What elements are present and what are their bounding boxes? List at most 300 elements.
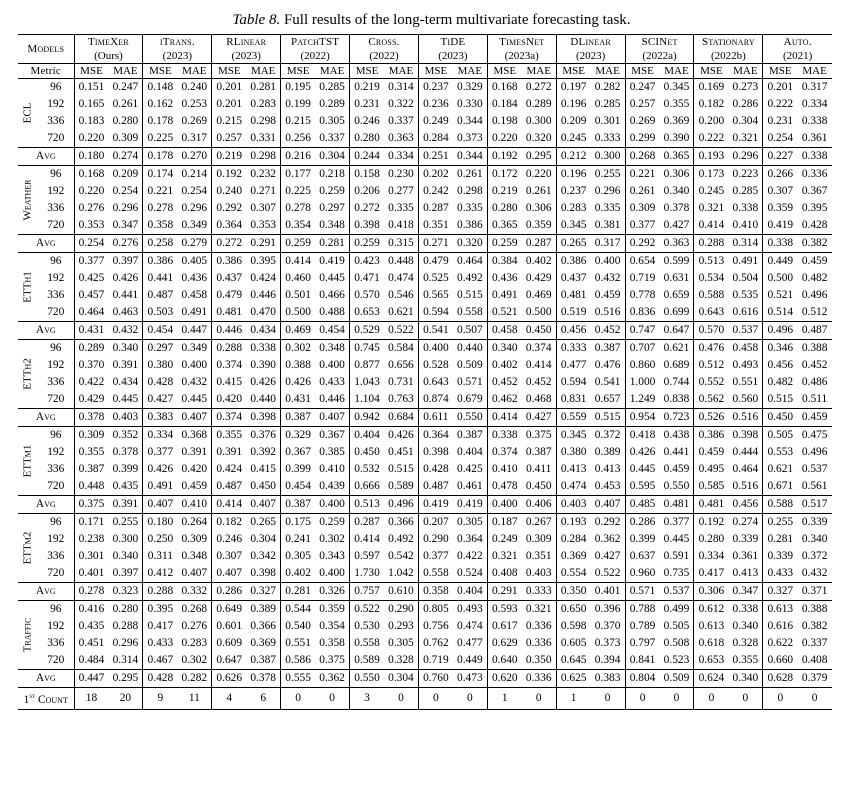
value-cell: 0.788 <box>625 601 659 619</box>
avg-label: Avg <box>18 235 74 253</box>
value-cell: 0.441 <box>143 270 177 287</box>
value-cell: 0.178 <box>143 148 177 166</box>
value-cell: 0.522 <box>594 567 621 579</box>
value-cell: 0.347 <box>112 219 139 231</box>
value-cell: 0.254 <box>74 235 108 253</box>
value-cell: 0.486 <box>801 376 828 388</box>
value-cell: 0.417 <box>143 618 177 635</box>
value-cell: 0.654 <box>625 253 659 271</box>
value-cell: 0.519 <box>556 304 590 322</box>
value-cell: 0.282 <box>594 81 621 93</box>
value-cell: 0.426 <box>250 376 276 388</box>
value-cell: 0.342 <box>250 550 276 562</box>
value-cell: 0.666 <box>350 478 384 496</box>
model-name: TimeXer <box>74 35 143 50</box>
value-cell: 0.431 <box>74 322 108 340</box>
value-cell: 0.496 <box>384 496 418 514</box>
dataset-name: Traffic <box>21 617 34 653</box>
value-cell: 0.524 <box>457 567 483 579</box>
value-cell: 0.396 <box>594 603 621 615</box>
value-cell: 0.415 <box>212 374 246 391</box>
value-cell: 0.546 <box>388 289 414 301</box>
value-cell: 0.433 <box>319 376 345 388</box>
value-cell: 0.355 <box>74 444 108 461</box>
value-cell: 0.450 <box>350 444 384 461</box>
avg-row <box>18 148 832 166</box>
value-cell: 0.327 <box>763 583 797 601</box>
model-name: Stationary <box>694 35 763 50</box>
value-cell: 0.447 <box>177 322 211 340</box>
value-cell: 0.613 <box>763 601 797 619</box>
mae-label: MAE <box>177 64 211 79</box>
value-cell: 0.406 <box>522 496 556 514</box>
value-cell: 0.513 <box>350 496 384 514</box>
value-cell: 0.292 <box>594 516 621 528</box>
value-cell: 0.288 <box>694 235 728 253</box>
value-cell: 0.426 <box>143 461 177 478</box>
value-cell: 0.338 <box>487 427 521 445</box>
value-cell: 0.269 <box>181 115 208 127</box>
value-cell: 0.418 <box>625 427 659 445</box>
model-year: (2022) <box>281 49 350 64</box>
table-row <box>18 340 832 358</box>
mae-label: MAE <box>315 64 349 79</box>
horizon-cell: 336 <box>47 637 65 649</box>
horizon-cell: 192 <box>47 98 65 110</box>
mae-label: MAE <box>660 64 694 79</box>
value-cell: 0.253 <box>181 98 208 110</box>
horizon-cell: 192 <box>47 272 65 284</box>
value-cell: 0.427 <box>594 550 621 562</box>
value-cell: 0.643 <box>418 374 452 391</box>
value-cell: 0.420 <box>212 391 246 409</box>
horizon-cell: 336 <box>47 115 65 127</box>
value-cell: 0.450 <box>522 322 556 340</box>
value-cell: 0.618 <box>694 635 728 652</box>
value-cell: 0.735 <box>663 567 690 579</box>
value-cell: 0.304 <box>732 115 759 127</box>
count-cell: 1 <box>487 688 521 710</box>
value-cell: 0.259 <box>281 235 315 253</box>
value-cell: 0.169 <box>694 79 728 97</box>
value-cell: 0.387 <box>250 654 276 666</box>
value-cell: 0.221 <box>143 183 177 200</box>
value-cell: 0.362 <box>594 533 621 545</box>
model-year: (Ours) <box>74 49 143 64</box>
dataset-label <box>18 166 38 235</box>
value-cell: 0.647 <box>660 322 694 340</box>
value-cell: 0.403 <box>556 496 590 514</box>
table-row <box>18 374 832 391</box>
value-cell: 0.446 <box>250 289 276 301</box>
table-row <box>18 531 832 548</box>
value-cell: 0.374 <box>487 444 521 461</box>
value-cell: 0.182 <box>212 514 246 532</box>
value-cell: 0.645 <box>556 652 590 670</box>
count-cell: 0 <box>591 688 625 710</box>
count-cell: 0 <box>797 688 832 710</box>
avg-row <box>18 670 832 688</box>
value-cell: 0.178 <box>143 113 177 130</box>
value-cell: 0.331 <box>250 132 276 144</box>
value-cell: 0.297 <box>143 340 177 358</box>
mae-label: MAE <box>108 64 142 79</box>
value-cell: 0.338 <box>732 202 759 214</box>
value-cell: 0.481 <box>212 304 246 322</box>
value-cell: 0.369 <box>250 637 276 649</box>
value-cell: 0.193 <box>694 148 728 166</box>
value-cell: 0.358 <box>418 583 452 601</box>
value-cell: 0.257 <box>212 130 246 148</box>
value-cell: 0.339 <box>732 533 759 545</box>
horizon-cell: 720 <box>47 306 65 318</box>
value-cell: 0.585 <box>694 478 728 496</box>
value-cell: 0.238 <box>74 531 108 548</box>
count-cell: 0 <box>453 688 487 710</box>
value-cell: 0.449 <box>457 654 483 666</box>
value-cell: 0.295 <box>108 670 142 688</box>
value-cell: 0.261 <box>625 183 659 200</box>
value-cell: 0.257 <box>625 96 659 113</box>
value-cell: 0.337 <box>388 115 414 127</box>
header-model-row <box>18 35 832 50</box>
value-cell: 0.617 <box>487 618 521 635</box>
value-cell: 0.259 <box>319 516 345 528</box>
value-cell: 0.377 <box>418 548 452 565</box>
value-cell: 0.804 <box>625 670 659 688</box>
value-cell: 0.320 <box>453 235 487 253</box>
value-cell: 0.320 <box>525 132 552 144</box>
value-cell: 0.643 <box>694 304 728 322</box>
value-cell: 0.452 <box>591 322 625 340</box>
value-cell: 0.290 <box>388 603 414 615</box>
value-cell: 0.425 <box>74 270 108 287</box>
value-cell: 0.269 <box>625 113 659 130</box>
count-cell: 4 <box>212 688 246 710</box>
value-cell: 0.292 <box>625 235 659 253</box>
value-cell: 0.386 <box>457 219 483 231</box>
value-cell: 0.513 <box>694 253 728 271</box>
value-cell: 0.333 <box>522 583 556 601</box>
value-cell: 0.500 <box>525 306 552 318</box>
value-cell: 0.392 <box>250 446 276 458</box>
value-cell: 0.860 <box>625 357 659 374</box>
value-cell: 0.202 <box>418 166 452 184</box>
value-cell: 0.302 <box>181 654 208 666</box>
value-cell: 0.445 <box>625 461 659 478</box>
value-cell: 1.042 <box>388 567 414 579</box>
value-cell: 0.404 <box>457 446 483 458</box>
value-cell: 0.339 <box>801 516 828 528</box>
value-cell: 0.426 <box>388 429 414 441</box>
horizon-cell: 336 <box>47 550 65 562</box>
value-cell: 0.425 <box>457 463 483 475</box>
value-cell: 0.247 <box>112 81 139 93</box>
value-cell: 0.501 <box>281 287 315 304</box>
count-cell: 1 <box>556 688 590 710</box>
value-cell: 0.558 <box>350 635 384 652</box>
count-cell: 0 <box>763 688 797 710</box>
value-cell: 0.414 <box>525 359 552 371</box>
mae-label: MAE <box>797 64 832 79</box>
value-cell: 0.402 <box>281 565 315 583</box>
table-row <box>18 166 832 184</box>
value-cell: 0.368 <box>181 429 208 441</box>
value-cell: 0.410 <box>177 496 211 514</box>
value-cell: 0.366 <box>388 516 414 528</box>
value-cell: 0.340 <box>112 550 139 562</box>
value-cell: 0.279 <box>177 235 211 253</box>
model-year: (2023) <box>418 49 487 64</box>
value-cell: 0.487 <box>418 478 452 496</box>
value-cell: 0.304 <box>250 533 276 545</box>
count-label: 1st Count <box>18 688 74 710</box>
value-cell: 0.309 <box>625 200 659 217</box>
mse-label: MSE <box>143 64 177 79</box>
value-cell: 0.414 <box>212 496 246 514</box>
avg-label: Avg <box>18 409 74 427</box>
value-cell: 0.219 <box>350 79 384 97</box>
horizon-cell: 96 <box>50 603 62 615</box>
table-row <box>18 217 832 235</box>
value-cell: 0.428 <box>801 219 828 231</box>
value-cell: 0.407 <box>315 409 349 427</box>
value-cell: 0.249 <box>418 113 452 130</box>
value-cell: 0.339 <box>763 548 797 565</box>
value-cell: 0.594 <box>556 374 590 391</box>
value-cell: 0.571 <box>457 376 483 388</box>
value-cell: 0.366 <box>250 620 276 632</box>
value-cell: 0.570 <box>350 287 384 304</box>
value-cell: 0.201 <box>212 96 246 113</box>
dataset-label <box>18 340 38 409</box>
value-cell: 0.214 <box>181 168 208 180</box>
value-cell: 0.286 <box>625 514 659 532</box>
value-cell: 0.624 <box>694 670 728 688</box>
model-year: (2022a) <box>625 49 694 64</box>
value-cell: 0.558 <box>418 565 452 583</box>
value-cell: 0.340 <box>663 185 690 197</box>
value-cell: 0.456 <box>728 496 762 514</box>
value-cell: 0.554 <box>556 565 590 583</box>
model-name: iTrans. <box>143 35 212 50</box>
value-cell: 0.314 <box>728 235 762 253</box>
value-cell: 0.440 <box>457 342 483 354</box>
table-row <box>18 130 832 148</box>
value-cell: 0.625 <box>556 670 590 688</box>
value-cell: 0.321 <box>525 603 552 615</box>
value-cell: 0.459 <box>694 444 728 461</box>
horizon-cell: 336 <box>47 463 65 475</box>
models-label: Models <box>18 35 74 64</box>
value-cell: 1.043 <box>350 374 384 391</box>
value-cell: 0.429 <box>525 272 552 284</box>
value-cell: 0.215 <box>212 113 246 130</box>
value-cell: 0.386 <box>143 253 177 271</box>
value-cell: 0.355 <box>663 98 690 110</box>
horizon-cell: 720 <box>47 393 65 405</box>
avg-label: Avg <box>18 148 74 166</box>
value-cell: 0.445 <box>181 393 208 405</box>
value-cell: 0.301 <box>74 548 108 565</box>
value-cell: 0.291 <box>246 235 280 253</box>
value-cell: 0.381 <box>594 219 621 231</box>
value-cell: 0.321 <box>732 132 759 144</box>
value-cell: 0.679 <box>457 393 483 405</box>
value-cell: 0.838 <box>663 393 690 405</box>
value-cell: 1.104 <box>350 391 384 409</box>
value-cell: 0.413 <box>732 567 759 579</box>
value-cell: 0.441 <box>663 446 690 458</box>
value-cell: 0.399 <box>625 531 659 548</box>
value-cell: 0.222 <box>694 130 728 148</box>
value-cell: 0.307 <box>250 202 276 214</box>
value-cell: 0.300 <box>525 115 552 127</box>
value-cell: 0.387 <box>457 429 483 441</box>
value-cell: 0.408 <box>801 654 828 666</box>
model-name: SCINet <box>625 35 694 50</box>
value-cell: 0.273 <box>732 81 759 93</box>
value-cell: 0.283 <box>181 637 208 649</box>
value-cell: 0.419 <box>319 255 345 267</box>
value-cell: 0.496 <box>763 322 797 340</box>
value-cell: 0.352 <box>112 429 139 441</box>
value-cell: 0.521 <box>487 304 521 322</box>
value-cell: 0.271 <box>418 235 452 253</box>
value-cell: 0.386 <box>694 427 728 445</box>
value-cell: 0.376 <box>250 429 276 441</box>
value-cell: 0.321 <box>487 548 521 565</box>
value-cell: 0.388 <box>801 603 828 615</box>
value-cell: 0.295 <box>522 148 556 166</box>
value-cell: 0.488 <box>319 306 345 318</box>
horizon-cell: 720 <box>47 132 65 144</box>
value-cell: 0.571 <box>625 583 659 601</box>
value-cell: 0.347 <box>728 583 762 601</box>
value-cell: 0.505 <box>663 620 690 632</box>
value-cell: 0.280 <box>350 130 384 148</box>
value-cell: 0.535 <box>732 289 759 301</box>
value-cell: 0.597 <box>350 548 384 565</box>
value-cell: 0.374 <box>212 409 246 427</box>
value-cell: 0.219 <box>212 148 246 166</box>
value-cell: 0.283 <box>250 98 276 110</box>
value-cell: 0.250 <box>143 531 177 548</box>
dataset-label <box>18 427 38 496</box>
value-cell: 0.481 <box>694 496 728 514</box>
value-cell: 0.611 <box>418 409 452 427</box>
value-cell: 0.301 <box>594 115 621 127</box>
value-cell: 0.778 <box>625 287 659 304</box>
value-cell: 0.593 <box>487 601 521 619</box>
value-cell: 0.374 <box>212 357 246 374</box>
value-cell: 0.367 <box>281 444 315 461</box>
value-cell: 0.282 <box>177 670 211 688</box>
value-cell: 0.302 <box>319 533 345 545</box>
value-cell: 0.470 <box>250 306 276 318</box>
value-cell: 0.296 <box>112 202 139 214</box>
value-cell: 0.530 <box>350 618 384 635</box>
value-cell: 0.281 <box>315 235 349 253</box>
value-cell: 0.537 <box>728 322 762 340</box>
value-cell: 0.171 <box>74 514 108 532</box>
value-cell: 0.689 <box>663 359 690 371</box>
value-cell: 0.375 <box>74 496 108 514</box>
value-cell: 0.285 <box>732 185 759 197</box>
value-cell: 0.756 <box>418 618 452 635</box>
value-cell: 0.348 <box>319 219 345 231</box>
value-cell: 0.391 <box>212 444 246 461</box>
value-cell: 0.660 <box>763 652 797 670</box>
value-cell: 0.499 <box>663 603 690 615</box>
value-cell: 0.482 <box>801 272 828 284</box>
value-cell: 0.391 <box>181 446 208 458</box>
value-cell: 0.298 <box>246 148 280 166</box>
value-cell: 0.450 <box>525 480 552 492</box>
avg-row <box>18 235 832 253</box>
value-cell: 0.255 <box>112 516 139 528</box>
table-row <box>18 357 832 374</box>
value-cell: 0.215 <box>281 113 315 130</box>
value-cell: 0.588 <box>694 287 728 304</box>
count-sup: st <box>29 692 36 700</box>
value-cell: 0.372 <box>594 429 621 441</box>
value-cell: 0.332 <box>177 583 211 601</box>
value-cell: 0.589 <box>388 480 414 492</box>
value-cell: 0.398 <box>732 429 759 441</box>
count-cell: 0 <box>281 688 315 710</box>
value-cell: 0.653 <box>350 304 384 322</box>
value-cell: 0.285 <box>594 98 621 110</box>
value-cell: 1.249 <box>625 391 659 409</box>
value-cell: 0.344 <box>457 115 483 127</box>
value-cell: 0.445 <box>663 533 690 545</box>
value-cell: 0.422 <box>74 374 108 391</box>
value-cell: 0.216 <box>281 148 315 166</box>
value-cell: 0.311 <box>143 548 177 565</box>
value-cell: 0.231 <box>350 96 384 113</box>
model-name: RLinear <box>212 35 281 50</box>
value-cell: 0.378 <box>112 446 139 458</box>
model-year: (2023a) <box>487 49 556 64</box>
value-cell: 0.389 <box>594 446 621 458</box>
value-cell: 0.293 <box>388 620 414 632</box>
value-cell: 0.272 <box>212 235 246 253</box>
value-cell: 0.254 <box>112 185 139 197</box>
value-cell: 0.432 <box>801 567 828 579</box>
value-cell: 0.246 <box>212 531 246 548</box>
value-cell: 0.448 <box>74 478 108 496</box>
value-cell: 0.317 <box>591 235 625 253</box>
value-cell: 0.280 <box>487 200 521 217</box>
value-cell: 0.762 <box>418 635 452 652</box>
mae-label: MAE <box>522 64 556 79</box>
value-cell: 0.281 <box>250 81 276 93</box>
value-cell: 0.448 <box>388 255 414 267</box>
value-cell: 0.474 <box>388 272 414 284</box>
value-cell: 0.418 <box>388 219 414 231</box>
value-cell: 0.551 <box>732 376 759 388</box>
value-cell: 0.373 <box>457 132 483 144</box>
value-cell: 0.503 <box>143 304 177 322</box>
value-cell: 0.220 <box>525 168 552 180</box>
value-cell: 0.495 <box>694 461 728 478</box>
value-cell: 0.240 <box>212 183 246 200</box>
value-cell: 0.500 <box>763 270 797 287</box>
value-cell: 0.429 <box>74 391 108 409</box>
value-cell: 0.476 <box>594 359 621 371</box>
value-cell: 0.349 <box>181 219 208 231</box>
